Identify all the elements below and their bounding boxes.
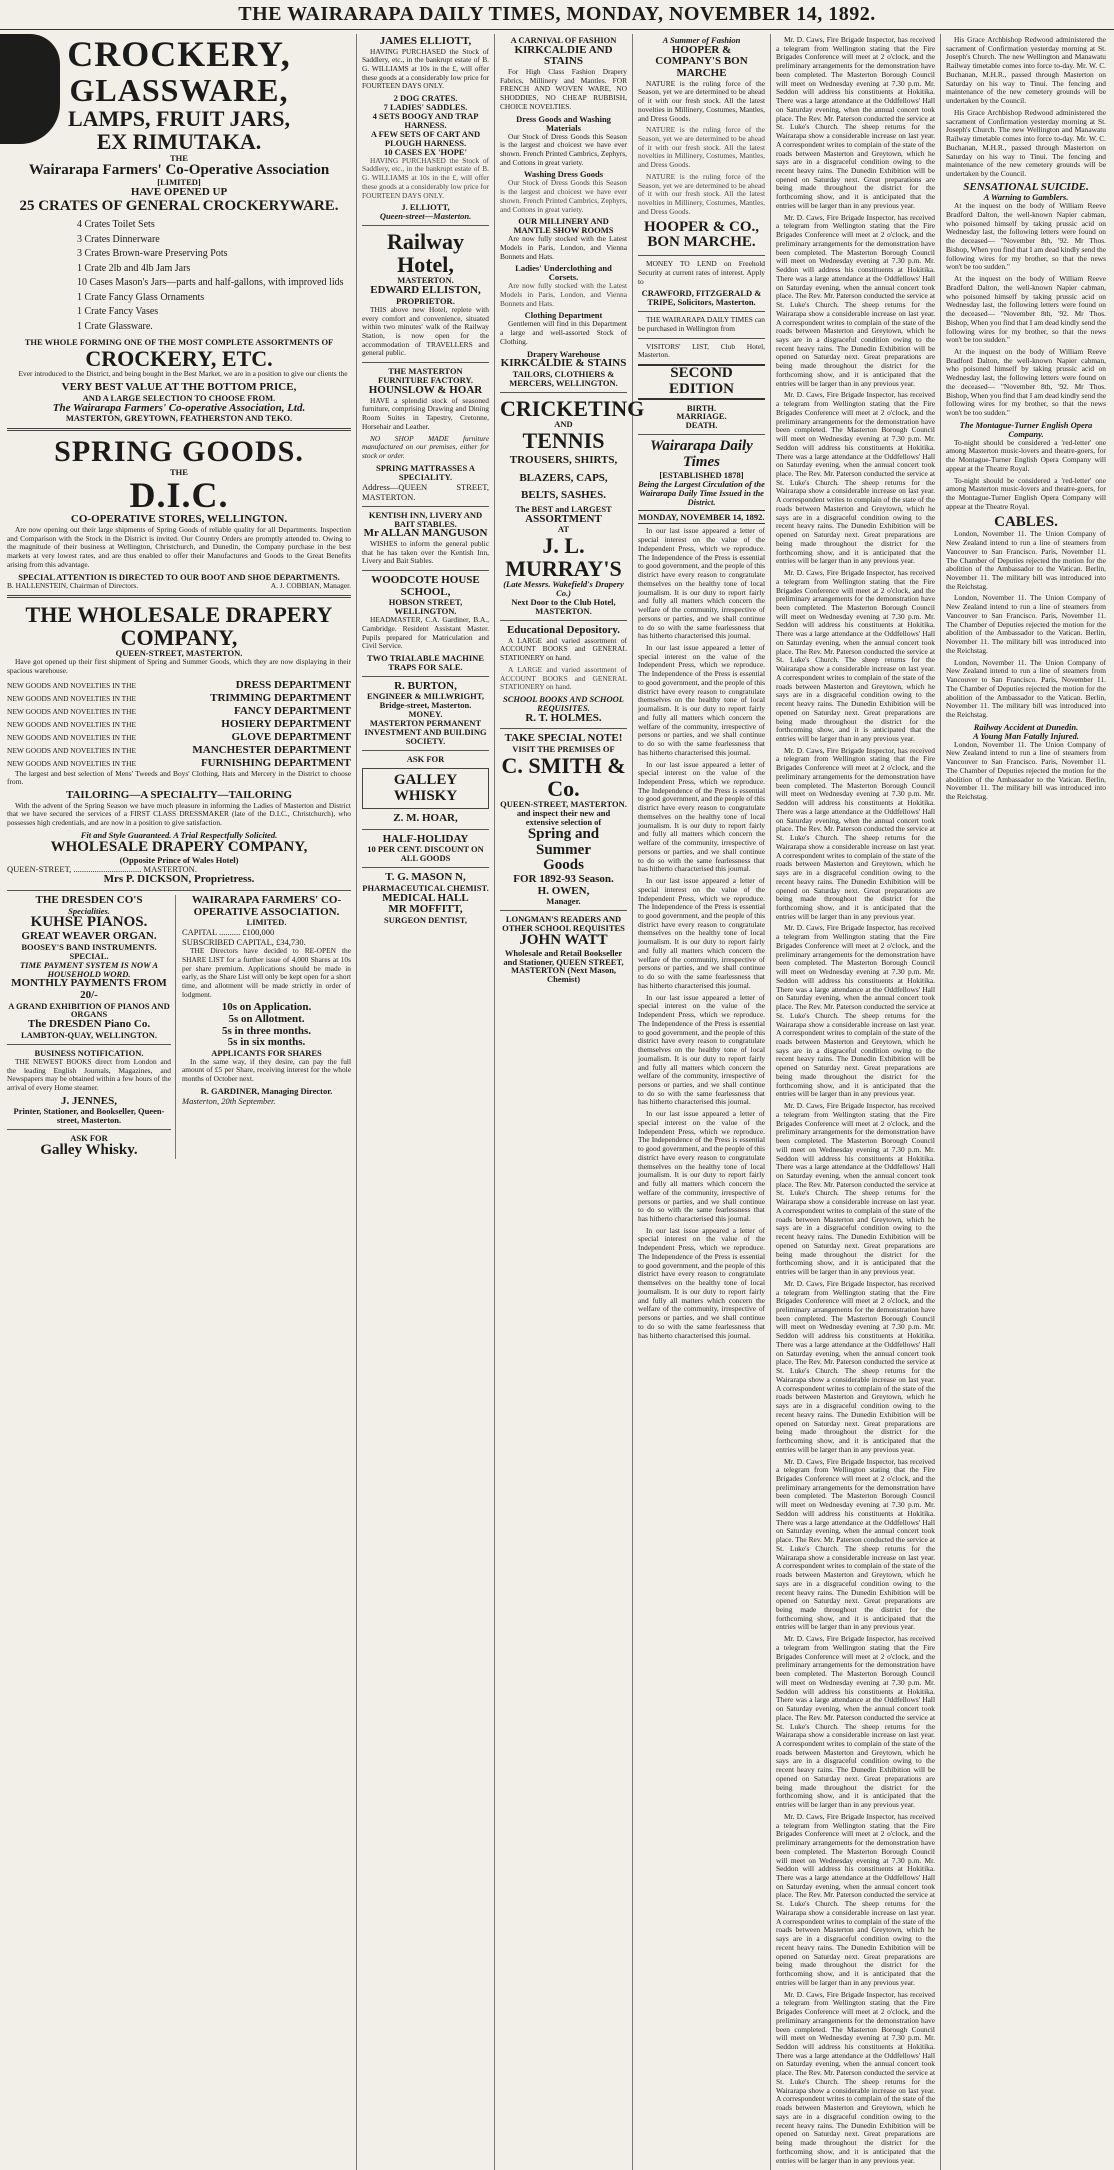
manguson-text: WISHES to inform the general public that he has taken over the Kentish Inn, Livery and Bait Stables. [362,538,489,566]
editorial-text: In our last issue appeared a letter of special interest on the value of the Independent Press, which we reproduce. The Independence of the Press is essential to good government, and the people of this district have every reason to congratulate themselves on the healthy tone of local journalism. It is our duty to report fairly and fully all matters which concern the welfare of the community, irrespective of persons or parties, and we shall continue to do so with the same fearlessness that has hitherto characterised this journal. [638,1109,765,1223]
school-books: SCHOOL BOOKS AND SCHOOL REQUISITES. [503,693,624,713]
underclothing-fill: Are now fully stocked with the Latest Models in Paris, London, and Vienna Bonnets and Hats. [500,281,627,308]
signatories [7,582,351,591]
holmes: R. T. HOLMES. [525,711,602,724]
tennis: TENNIS [522,427,605,453]
elliott-item: 2 DOG CRATES. [393,93,458,104]
wholesale-footer: WHOLESALE DRAPERY COMPANY, [50,838,308,855]
hooper-text: NATURE is the ruling force of the Season, yet we are determined to be ahead of it with our fresh stock. All the latest novelties in Millinery, Costumes, Mantles, and Dress Goods. [638,78,765,123]
news-text: Mr. D. Caws, Fire Brigade Inspector, has received a telegram from Wellington stating that the Fire Brigades Conference will meet at 2 o'clock, and the preliminary arrangements for the demonstration have been completed. The Masterton Borough Council will meet on Wednesday evening at 7.30 p.m. Mr. Seddon will address his constituents at Hokitika. There was a large attendance at the Oddfellows' Hall on Saturday evening, when the annual concert took place. The Rev. Mr. Paterson conducted the service at St. Luke's Church. The sheep returns for the Wairarapa show a considerable increase on last year. A correspondent writes to complain of the state of the roads between Masterton and Greytown, which he says are in a disgraceful condition owing to the recent heavy rains. The Dunedin Exhibition will be opened on Saturday next. Great preparations are being made throughout the district for the forthcoming show, and it is anticipated that the entries will be larger than in any previous year. [776,1278,935,1454]
divider [7,428,351,431]
ten-per: 10 PER CENT. DISCOUNT ON ALL GOODS [367,844,484,864]
warning-heading: A Warning to Gamblers. [983,192,1069,203]
crockery-heading: CROCKERY, [67,34,291,74]
divider [362,750,489,751]
proprietor: PROPRIETOR. [396,295,455,306]
money-lend: MONEY TO LEND on Freehold Security at current rates of interest. Apply to [638,259,765,286]
hotel-text: THIS above new Hotel, replete with every comfort and convenience, situated within two minutes' walk of the Railway Station, is now open for the accommodation of TRAVELLERS and general public. [362,304,489,358]
second-edition: SECOND EDITION [638,364,765,400]
dic-heading: D.I.C. [129,474,229,515]
branches: MASTERTON, GREYTOWN, FEATHERSTON AND TEKO. [65,413,293,424]
crawford: CRAWFORD, FITZGERALD & TRIPE, Solicitors, Masterton. [641,288,762,308]
galley-ask: ASK FOR [406,753,445,764]
dept-row: NEW GOODS AND NOVELTIES IN THE TRIMMING DEPARTMENT [7,691,351,704]
and: AND [554,418,573,429]
cables-heading: CABLES. [994,513,1058,530]
railway-hotel: Railway Hotel, [387,229,464,278]
john-watt: JOHN WATT [519,931,608,948]
limited-label: [LIMITED] [157,177,201,188]
half-holiday: HALF-HOLIDAY [382,832,469,845]
applicants-text: In the same way, if they desire, can pay the full amount of £5 per Share, receiving interest for the whole months of October next. [182,1056,351,1084]
millinery: OUR MILLINERY AND MANTLE SHOW ROOMS [513,216,614,236]
ask-for: ASK FOR [70,1133,108,1144]
news-text: Mr. D. Caws, Fire Brigade Inspector, has received a telegram from Wellington stating that the Fire Brigades Conference will meet at 2 o'clock, and the preliminary arrangements for the demonstration have been completed. The Masterton Borough Council will meet on Wednesday evening at 7.30 p.m. Mr. Seddon will address his constituents at Hokitika. There was a large attendance at the Oddfellows' Hall on Saturday evening, when the annual concert took place. The Rev. Mr. Paterson conducted the service at St. Luke's Church. The sheep returns for the Wairarapa show a considerable increase on last year. A correspondent writes to complain of the state of the roads between Masterton and Greytown, which he says are in a disgraceful condition owing to the recent heavy rains. The Dunedin Exhibition will be opened on Saturday next. Great preparations are being made throughout the district for the forthcoming show, and it is anticipated that the entries will be larger than in any previous year. [776,923,935,1099]
watt-sub: Wholesale and Retail Bookseller and Stationer, QUEEN STREET, MASTERTON (Next Mason, Chemist) [503,947,624,985]
furniture-factory: THE MASTERTON FURNITURE FACTORY. [378,366,473,386]
news-text: Mr. D. Caws, Fire Brigade Inspector, has received a telegram from Wellington stating that the Fire Brigades Conference will meet at 2 o'clock, and the preliminary arrangements for the demonstration have been completed. The Masterton Borough Council will meet on Wednesday evening at 7.30 p.m. Mr. Seddon will address his constituents at Hokitika. There was a large attendance at the Oddfellows' Hall on Saturday evening, when the annual concert took place. The Rev. Mr. Paterson conducted the service at St. Luke's Church. The sheep returns for the Wairarapa show a considerable increase on last year. A correspondent writes to complain of the state of the roads between Masterton and Greytown, which he says are in a disgraceful condition owing to the recent heavy rains. The Dunedin Exhibition will be opened on Saturday next. Great preparations are being made throughout the district for the forthcoming show, and it is anticipated that the entries will be larger than in any previous year. [776,1989,935,2165]
applicants: APPLICANTS FOR SHARES [211,1047,322,1058]
suicide-text: At the inquest on the body of William Reeve Bradford Dalton, the well-known Napier cabman, who poisoned himself by taking prussic acid on Wednesday last, the following letters were found on the deceased— "November 8th, '92. Mr Thos. Bishop, When you find that I am dead kindly send the following wires for my brother, so that the news won't be too sudden." [946,201,1106,272]
list-item: 1 Crate Fancy Glass Ornaments [77,291,205,303]
carnival: A CARNIVAL OF FASHION [510,35,617,45]
cables-text: London, November 11. The Union Company of New Zealand intend to run a line of steamers from Vancouver to San Francisco. Paris, November 11. The Chamber of Deputies rejected the motion for the abolition of the Ambassador to the Vatican. Berlin, November 11. The military bill was introduced into the Reichstag. [946,529,1106,591]
wairarapa-coop: WAIRARAPA FARMERS' CO-OPERATIVE ASSOCIATION. [191,893,342,918]
column-1 [2,34,357,2170]
kirkcaldie: KIRKCALDIE & STAINS [500,357,627,370]
medical-hall: MEDICAL HALL [382,891,469,904]
list-item: 1 Crate Fancy Vases [77,306,159,318]
take-notice: TAKE SPECIAL NOTE! [504,732,623,745]
very-best: VERY BEST VALUE AT THE BOTTOM PRICE, [61,381,297,394]
being-largest: Being the Largest Circulation of the Wairarapa Daily Time Issued in the District. [638,478,765,507]
dept-row: NEW GOODS AND NOVELTIES IN THE HOSIERY DEPARTMENT [7,717,351,730]
elliott-fill: HAVING PURCHASED the Stock of Saddlery, etc., in the bankrupt estate of B. G. WILLIAMS at 10s in the £, will offer these goods at a considerably low price for FOURTEEN DAYS ONLY. [362,155,489,200]
news-text: Mr. D. Caws, Fire Brigade Inspector, has received a telegram from Wellington stating that the Fire Brigades Conference will meet at 2 o'clock, and the preliminary arrangements for the demonstration have been completed. The Masterton Borough Council will meet on Wednesday evening at 7.30 p.m. Mr. Seddon will address his constituents at Hokitika. There was a large attendance at the Oddfellows' Hall on Saturday evening, when the annual concert took place. The Rev. Mr. Paterson conducted the service at St. Luke's Church. The sheep returns for the Wairarapa show a considerable increase on last year. A correspondent writes to complain of the state of the roads between Masterton and Greytown, which he says are in a disgraceful condition owing to the recent heavy rains. The Dunedin Exhibition will be opened on Saturday next. Great preparations are being made throughout the district for the forthcoming show, and it is anticipated that the entries will be larger than in any previous year. [776,1634,935,1810]
column-2 [357,34,495,2170]
kirk-sub: TAILORS, CLOTHIERS & MERCERS, WELLINGTON. [509,369,618,388]
goods: Goods [543,857,584,874]
jars-heading: LAMPS, FRUIT JARS, [67,106,291,132]
business-notification: BUSINESS NOTIFICATION. [34,1047,144,1058]
visitors: VISITORS' LIST, Club Hotel, Masterton. [638,341,765,360]
wholesale-heading: THE WHOLESALE DRAPERY COMPANY, [25,602,333,651]
dept-row: NEW GOODS AND NOVELTIES IN THE MANCHESTER DEPARTMENT [7,743,351,756]
editorial-text: In our last issue appeared a letter of special interest on the value of the Independent Press, which we reproduce. The Independence of the Press is essential to good government, and the people of this district have every reason to congratulate themselves on the healthy tone of local journalism. It is our duty to report fairly and fully all matters which concern the welfare of the community, irrespective of persons or parties, and we shall continue to do so with the same fearlessness that has hitherto characterised this journal. [638,642,765,757]
kuhse: KUHSE PIANOS. [30,914,148,931]
crockery-etc: CROCKERY, ETC. [85,346,273,372]
jennes-sub: Printer, Stationer, and Bookseller, Queen-street, Masterton. [13,1106,165,1126]
spring-mattrasses: SPRING MATTRASSES A SPECIALITY. [375,462,476,482]
divider [362,676,489,677]
divider [638,338,765,339]
cables-text: London, November 11. The Union Company of New Zealand intend to run a line of steamers from Vancouver to San Francisco. Paris, November 11. The Chamber of Deputies rejected the motion for the abolition of the Ambassador to the Vatican. Berlin, November 11. The military bill was introduced into the Reichstag. [946,657,1106,719]
divider [500,910,627,911]
list-item: 10 Cases Mason's Jars—parts and half-gallons, with improved lids [77,277,344,289]
kentish: KENTISH INN, LIVERY AND BAIT STABLES. [368,509,483,529]
elliott-item: 7 LADIES' SADDLES. [383,102,468,113]
dresden-advert [7,895,176,1159]
news-text: Mr. D. Caws, Fire Brigade Inspector, has received a telegram from Wellington stating that the Fire Brigades Conference will meet at 2 o'clock, and the preliminary arrangements for the demonstration have been completed. The Masterton Borough Council will meet on Wednesday evening at 7.30 p.m. Mr. Seddon will address his constituents at Hokitika. There was a large attendance at the Oddfellows' Hall on Saturday evening, when the annual concert took place. The Rev. Mr. Paterson conducted the service at St. Luke's Church. The sheep returns for the Wairarapa show a considerable increase on last year. A correspondent writes to complain of the state of the roads between Masterton and Greytown, which he says are in a disgraceful condition owing to the recent heavy rains. The Dunedin Exhibition will be opened on Saturday next. Great preparations are being made throughout the district for the forthcoming show, and it is anticipated that the entries will be larger than in any previous year. [776,745,935,921]
cables-text: London, November 11. The Union Company of New Zealand intend to run a line of steamers from Vancouver to San Francisco. Paris, November 11. The Chamber of Deputies rejected the motion for the abolition of the Ambassador to the Vatican. Berlin, November 11. The military bill was introduced into the Reichstag. [946,593,1106,655]
divider [362,506,489,507]
crates-list [77,218,351,334]
news-text: Mr. D. Caws, Fire Brigade Inspector, has received a telegram from Wellington stating that the Fire Brigades Conference will meet at 2 o'clock, and the preliminary arrangements for the demonstration have been completed. The Masterton Borough Council will meet on Wednesday evening at 7.30 p.m. Mr. Seddon will address his constituents at Hokitika. There was a large attendance at the Oddfellows' Hall on Saturday evening, when the annual concert took place. The Rev. Mr. Paterson conducted the service at St. Luke's Church. The sheep returns for the Wairarapa show a considerable increase on last year. A correspondent writes to complain of the state of the roads between Masterton and Greytown, which he says are in a disgraceful condition owing to the recent heavy rains. The Dunedin Exhibition will be opened on Saturday next. Great preparations are being made throughout the district for the forthcoming show, and it is anticipated that the entries will be larger than in any previous year. [776,212,935,388]
smith: C. SMITH & Co. [501,752,626,801]
list-item: 1 Crate 2lb and 4lb Jam Jars [77,262,191,274]
special-attention: SPECIAL ATTENTION IS DIRECTED TO OUR BOOT AND SHOE DEPARTMENTS. [18,571,340,582]
dresden-addr: LAMBTON-QUAY, WELLINGTON. [20,1029,158,1040]
ladies-underclothing: Ladies' Underclothing and Corsets. [515,263,612,283]
manguson: Mr ALLAN MANGUSON [363,527,488,540]
galley-box: GALLEY WHISKY [362,768,489,810]
hooper: HOOPER & COMPANY'S BON MARCHE [655,43,748,80]
divider [500,728,627,729]
young-man: A Young Man Fatally Injured. [973,730,1079,741]
dresden-co: The DRESDEN Piano Co. [27,1018,151,1031]
great-organ: GREAT WEAVER ORGAN. [21,930,157,943]
best-largest: The BEST and LARGEST [515,503,612,514]
elliott-item: A FEW SETS OF CART AND PLOUGH HARNESS. [370,128,481,148]
elliott-item: 10 CASES EX 'HOPE' [384,146,467,157]
column-6 [941,34,1111,2170]
daily-times-notice: THE WAIRARAPA DAILY TIMES can be purchased in Wellington from [638,315,765,333]
dress-text: Our Stock of Dress Goods this Season is the largest and choicest we have ever shown. French Printed Cambrics, Zephyrs, and Cottons in great variety. [500,131,627,167]
subscribed: SUBSCRIBED CAPITAL, £34,730. [182,937,306,948]
surgeon: SURGEON DENTIST, [384,914,467,925]
elliott-text: HAVING PURCHASED the Stock of Saddlery, etc., in the bankrupt estate of B. G. WILLIAMS at 10s in the £, will offer these goods at a considerably low price for FOURTEEN DAYS ONLY. [362,46,489,91]
news-text: Mr. D. Caws, Fire Brigade Inspector, has received a telegram from Wellington stating that the Fire Brigades Conference will meet at 2 o'clock, and the preliminary arrangements for the demonstration have been completed. The Masterton Borough Council will meet on Wednesday evening at 7.30 p.m. Mr. Seddon will address his constituents at Hokitika. There was a large attendance at the Oddfellows' Hall on Saturday evening, when the annual concert took place. The Rev. Mr. Paterson conducted the service at St. Luke's Church. The sheep returns for the Wairarapa show a considerable increase on last year. A correspondent writes to complain of the state of the roads between Masterton and Greytown, which he says are in a disgraceful condition owing to the recent heavy rains. The Dunedin Exhibition will be opened on Saturday next. Great preparations are being made throughout the district for the forthcoming show, and it is anticipated that the entries will be larger than in any previous year. [776,390,935,566]
clothing-text: Gentlemen will find in this Department a large and well-assorted Stock of Clothing. [500,319,627,346]
marriage: MARRIAGE. [676,411,727,422]
suicide-text: At the inquest on the body of William Reeve Bradford Dalton, the well-known Napier cabman, who poisoned himself by taking prussic acid on Wednesday last, the following letters were found on the deceased— "November 8th, '92. Mr Thos. Bishop, When you find that I am dead kindly send the following wires for my brother, so that the news won't be too sudden." [946,346,1106,418]
railway-accident: Railway Accident at Dunedin. [973,721,1079,732]
carnival-sub: KIRKCALDIE AND STAINS [514,43,613,68]
gardiner: R. GARDINER, Managing Director. [200,1085,333,1096]
ten-on-app: 10s on Application. [221,1001,312,1014]
elliott-sign: J. ELLIOTT, [401,202,450,213]
column-4 [633,34,771,2170]
tennis-list: TROUSERS, SHIRTS, BLAZERS, CAPS, BELTS, SASHES. [509,453,618,502]
railway-town: MASTERTON. [397,275,454,286]
manager: Manager. [546,896,581,907]
dickson: Mrs P. DICKSON, Proprietress. [103,873,255,886]
divider [500,392,627,393]
opposite: (Opposite Prince of Wales Hotel) [119,854,239,865]
educational: Educational Depository. [506,624,621,637]
dresden-spec: Specialities. [68,905,110,916]
mason: T. G. MASON N, [385,871,466,884]
signatory-right: A. J. COBBIAN, Manager. [270,580,351,590]
woodcote-sub: HOBSON STREET, WELLINGTON. [388,597,463,617]
opera-text: To-night should be considered a 'red-letter' one among Masterton music-lovers and theatre-goers, for the Montague-Turner English Opera Company will appear at the Theatre Royal. [946,475,1106,511]
opera-text: To-night should be considered a 'red-letter' one among Masterton music-lovers and theatre-goers, for the Montague-Turner English Opera Company will appear at the Theatre Royal. [946,437,1106,473]
column-5 [771,34,941,2170]
lower-split [7,895,351,1159]
news-text: Mr. D. Caws, Fire Brigade Inspector, has received a telegram from Wellington stating that the Fire Brigades Conference will meet at 2 o'clock, and the preliminary arrangements for the demonstration have been completed. The Masterton Borough Council will meet on Wednesday evening at 7.30 p.m. Mr. Seddon will address his constituents at Hokitika. There was a large attendance at the Oddfellows' Hall on Saturday evening, when the annual concert took place. The Rev. Mr. Paterson conducted the service at St. Luke's Church. The sheep returns for the Wairarapa show a considerable increase on last year. A correspondent writes to complain of the state of the roads between Masterton and Greytown, which he says are in a disgraceful condition owing to the recent heavy rains. The Dunedin Exhibition will be opened on Saturday next. Great preparations are being made throughout the district for the forthcoming show, and it is anticipated that the entries will be larger than in any previous year. [776,35,935,210]
clothing-dept: Clothing Department [524,310,603,321]
elliott-addr: Queen-street—Masterton. [379,211,472,222]
dept-row: NEW GOODS AND NOVELTIES IN THE FANCY DEPARTMENT [7,704,351,717]
dept-row: NEW GOODS AND NOVELTIES IN THE GLOVE DEPARTMENT [7,730,351,743]
dept-list [7,679,351,770]
whole-forming: THE WHOLE FORMING ONE OF THE MOST COMPLETE ASSORTMENTS OF [24,337,334,348]
murray-sub: (Late Messrs. Wakefield's Drapery Co.) [503,579,624,599]
dress-fill: Our Stock of Dress Goods this Season is the largest and choicest we have ever shown. French Printed Cambrics, Zephyrs, and Cottons in great variety. [500,178,627,214]
death: DEATH. [685,420,718,431]
monthly: MONTHLY PAYMENTS FROM 20/- [11,977,167,1001]
burton-sub: ENGINEER & MILLWRIGHT, Bridge-street, Masterton. [367,691,484,711]
divider [7,1044,171,1045]
editorial-text: In our last issue appeared a letter of special interest on the value of the Independent Press, which we reproduce. The Independence of the Press is essential to good government, and the people of this district have every reason to congratulate themselves on the healthy tone of local journalism. It is our duty to report fairly and fully all matters which concern the welfare of the community, irrespective of persons or parties, and we shall continue to do so with the same fearlessness that has hitherto characterised this journal. [638,992,765,1107]
news-text: Mr. D. Caws, Fire Brigade Inspector, has received a telegram from Wellington stating that the Fire Brigades Conference will meet at 2 o'clock, and the preliminary arrangements for the demonstration have been completed. The Masterton Borough Council will meet on Wednesday evening at 7.30 p.m. Mr. Seddon will address his constituents at Hokitika. There was a large attendance at the Oddfellows' Hall on Saturday evening, when the annual concert took place. The Rev. Mr. Paterson conducted the service at St. Luke's Church. The sheep returns for the Wairarapa show a considerable increase on last year. A correspondent writes to complain of the state of the roads between Masterton and Greytown, which he says are in a disgraceful condition owing to the recent heavy rains. The Dunedin Exhibition will be opened on Saturday next. Great preparations are being made throughout the district for the forthcoming show, and it is anticipated that the entries will be larger than in any previous year. [776,568,935,744]
five-allot: 5s on Allotment. [228,1012,305,1025]
special: SPECIAL. [69,950,109,961]
queen-street: QUEEN-STREET, ................................ MASTERTON. [7,864,197,875]
divider [7,890,351,891]
drapery-warehouse: Drapery Warehouse [526,348,601,359]
news-text: His Grace Archbishop Redwood administered the sacrament of Confirmation yesterday morning at St. Joseph's Church. The new Wellington and Manawatu Railway timetable comes into force to-day. Mr. W. C. Buchanan, M.H.R., passed through Masterton on Saturday on his way to Tinui. The fencing and maintenance of the new cemetery grounds will be undertaken by the Council. [946,107,1106,179]
dic-sub: CO-OPERATIVE STORES, WELLINGTON. [70,513,288,526]
investment: MASTERTON PERMANENT INVESTMENT AND BUILDING SOCIETY. [364,718,487,747]
editorial-text: In our last issue appeared a letter of special interest on the value of the Independent Press, which we reproduce. The Independence of the Press is essential to good government, and the people of this district have every reason to congratulate themselves on the healthy tone of local journalism. It is our duty to report fairly and fully all matters which concern the welfare of the community, irrespective of persons or parties, and we shall continue to do so with the same fearlessness that has hitherto characterised this journal. [638,876,765,990]
pharm: PHARMACEUTICAL CHEMIST. [362,882,489,893]
burton: R. BURTON, [394,679,457,692]
news-text: Mr. D. Caws, Fire Brigade Inspector, has received a telegram from Wellington stating that the Fire Brigades Conference will meet at 2 o'clock, and the preliminary arrangements for the demonstration have been completed. The Masterton Borough Council will meet on Wednesday evening at 7.30 p.m. Mr. Seddon will address his constituents at Hokitika. There was a large attendance at the Oddfellows' Hall on Saturday evening, when the annual concert took place. The Rev. Mr. Paterson conducted the service at St. Luke's Church. The sheep returns for the Wairarapa show a considerable increase on last year. A correspondent writes to complain of the state of the roads between Masterton and Greytown, which he says are in a disgraceful condition owing to the recent heavy rains. The Dunedin Exhibition will be opened on Saturday next. Great preparations are being made throughout the district for the forthcoming show, and it is anticipated that the entries will be larger than in any previous year. [776,1101,935,1277]
glassware-heading: GLASSWARE, [69,71,289,108]
divider [7,595,351,598]
hooper-fill: NATURE is the ruling force of the Season, yet we are determined to be ahead of it with our fresh stock. All the latest novelties in Millinery, Costumes, Mantles, and Dress Goods. [638,125,765,170]
next-door: Next Door to the Club Hotel, MASTERTON. [511,597,616,617]
moffitt: MR MOFFITT, [388,903,463,916]
visit: VISIT THE PREMISES OF [512,743,615,754]
dresden-title: THE DRESDEN CO'S [35,893,143,906]
season: FOR 1892-93 Season. [513,873,614,886]
masthead [0,0,1114,30]
dept-row: NEW GOODS AND NOVELTIES IN THE FURNISHING DEPARTMENT [7,756,351,769]
money: MONEY. [408,709,443,720]
newspaper-page [2,34,1112,2165]
no-shop: NO SHOP MADE furniture manufactured on our premises, either for stock or order. [362,433,489,460]
hooper-fill: NATURE is the ruling force of the Season, yet we are determined to be ahead of it with our fresh stock. All the latest novelties in Millinery, Costumes, Mantles, and Dress Goods. [638,171,765,216]
crates-heading: 25 CRATES OF GENERAL CROCKERYWARE. [19,197,339,214]
divider [362,829,489,830]
owen: H. OWEN, [537,884,590,897]
divider [362,867,489,868]
divider [638,434,765,435]
spring-goods-heading: SPRING GOODS. [54,435,304,469]
sensational-heading: SENSATIONAL SUICIDE. [963,180,1089,193]
grand-exhibition: A GRAND EXHIBITION OF PIANOS AND ORGANS [8,1000,170,1020]
paper-name: Wairarapa Daily Times [650,438,753,471]
divider [638,311,765,312]
list-item: 3 Crates Dinnerware [77,233,160,245]
editorial-text: In our last issue appeared a letter of special interest on the value of the Independent Press, which we reproduce. The Independence of the Press is essential to good government, and the people of this district have every reason to congratulate themselves on the healthy tone of local journalism. It is our duty to report fairly and fully all matters which concern the welfare of the community, irrespective of persons or parties, and we shall continue to do so with the same fearlessness that has hitherto characterised this journal. [638,1225,765,1340]
smith-addr: QUEEN-STREET, MASTERTON. [500,799,627,810]
dress-goods: Dress Goods and Washing Materials [516,113,611,133]
limited2: LIMITED. [246,917,287,928]
inspect: and inspect their new and extensive selection of [516,807,611,827]
elliott-item: 4 SETS BOOGY AND TRAP HARNESS. [372,111,479,130]
coop-heading: Wairarapa Farmers' Co-Operative Association [28,161,330,178]
ex-heading: EX RIMUTAKA. [96,129,262,155]
hoar: Z. M. HOAR, [393,812,458,825]
divider [362,362,489,363]
summer-fashion: A Summer of Fashion [662,35,741,45]
signatory-left: B. HALLENSTEIN, Chairman of Directors. [7,580,139,590]
murray: J. L. MURRAY'S [505,533,622,582]
address-elliott: Address—QUEEN STREET, MASTERTON. [362,481,489,502]
divider [362,225,489,226]
bn-text: THE NEWEST BOOKS direct from London and the leading English Journals, Magazines, and Newspapers may be obtained within a few hours of the arrival of every Home steamer. [7,1056,171,1092]
column-3 [495,34,645,2170]
at: AT [557,524,570,535]
editorial-text: In our last issue appeared a letter of special interest on the value of the Independent Press, which we reproduce. The Independence of the Press is essential to good government, and the people of this district have every reason to congratulate themselves on the healthy tone of local journalism. It is our duty to report fairly and fully all matters which concern the welfare of the community, irrespective of persons or parties, and we shall continue to do so with the same fearlessness that has hitherto characterised this journal. [638,759,765,874]
the2: THE [170,466,188,477]
directors-text: THE Directors have decided to RE-OPEN the SHARE LIST for a further issue of 4,000 Shares at 10s per share premium. Applications should be made in early, as the Share List will only be kept open for a short time, and allotment will be made strictly in order of lodgment. [182,946,351,999]
boosey: BOOSEY'S BAND INSTRUMENTS. [21,941,157,952]
suicide-text: At the inquest on the body of William Reeve Bradford Dalton, the well-known Napier cabman, who poisoned himself by taking prussic acid on Wednesday last, the following letters were found on the deceased— "November 8th, '92. Mr Thos. Bishop, When you find that I am dead kindly send the following wires for my brother, so that the news won't be too sudden." [946,274,1106,345]
list-item: 1 Crate Glassware. [77,320,153,332]
divider [362,570,489,571]
bon-marche: BON MARCHE. [647,234,756,251]
assoc-ltd: The Wairarapa Farmers' Co-operative Association, Ltd. [52,401,306,414]
news-text: Mr. D. Caws, Fire Brigade Inspector, has received a telegram from Wellington stating that the Fire Brigades Conference will meet at 2 o'clock, and the preliminary arrangements for the demonstration have been completed. The Masterton Borough Council will meet on Wednesday evening at 7.30 p.m. Mr. Seddon will address his constituents at Hokitika. There was a large attendance at the Oddfellows' Hall on Saturday evening, when the annual concert took place. The Rev. Mr. Paterson conducted the service at St. Luke's Church. The sheep returns for the Wairarapa show a considerable increase on last year. A correspondent writes to complain of the state of the roads between Masterton and Greytown, which he says are in a disgraceful condition owing to the recent heavy rains. The Dunedin Exhibition will be opened on Saturday next. Great preparations are being made throughout the district for the forthcoming show, and it is anticipated that the entries will be larger than in any previous year. [776,1456,935,1632]
galley-whisky: Galley Whisky. [40,1142,138,1159]
wholesale-street: QUEEN-STREET, MASTERTON. [115,648,243,659]
ever-introduced: Ever introduced to the District, and being bought in the Best Market, we are in a position to give our clients the [18,369,348,379]
masterton-date: Masterton, 20th September. [182,1095,276,1106]
list-item: 4 Crates Toilet Sets [77,219,155,231]
editorial-text: In our last issue appeared a letter of special interest on the value of the Independent Press, which we reproduce. The Independence of the Press is essential to good government, and the people of this district have every reason to congratulate themselves on the healthy tone of local journalism. It is our duty to report fairly and fully all matters which concern the welfare of the community, irrespective of persons or parties, and we shall continue to do so with the same fearlessness that has hitherto characterised this journal. [638,526,765,641]
longmans: LONGMAN'S READERS AND OTHER SCHOOL REQUISITES [502,914,625,933]
date-line: MONDAY, NOVEMBER 14, 1892. [638,510,765,525]
largest-stock: The largest and best selection of Mens' Tweeds and Boys' Clothing, Hats and Mercery in the District to choose from. [7,768,351,787]
woodcote-text: HEADMASTER, C.A. Gardiner, B.A., Cambridge. Resident Assistant Master. Pupils prepared for Matriculation and Civil Service. [362,615,489,651]
elliston: EDWARD ELLISTON, [370,284,481,297]
five-three: 5s in three months. [221,1024,312,1037]
hounslow-text: HAVE a splendid stock of seasoned furniture, comprising Drawing and Dining Room Suites in Tapestry, Cretonne, Horsehair and Leather. [362,395,489,431]
established: [ESTABLISHED 1878] [659,469,744,480]
cricketing: CRICKETING [500,395,645,421]
washing: Washing Dress Goods [523,169,604,180]
birth: BIRTH. [686,402,717,413]
dic-text: Are now opening out their large shipments of Spring Goods of reliable quality for all Departments. Inspection and Comparison with the Stock in the District is invited. Our Country Orders are promptly attended to. Owing to the magnitude of their business at Wellington, Christchurch, and Dunedin, the Company purchase in the best markets at very lowest rates, and are thus enabled to offer their Manufactures and Goods to the Great Benefits arising from this advantage. [7,524,351,569]
wholesale-intro: Have got opened up their first shipment of Spring and Summer Goods, which they are now displaying in their spacious warehouse. [7,657,351,676]
divider [500,620,627,621]
carnival-text: For High Class Fashion Drapery Fabrics, Millinery and Mantles. FOR FRENCH AND WOVEN WARE, NO SHODDIES, NO CHEAP RUBBISH, CHOICE NOVELTIES. [500,67,627,111]
spring-summer: Spring and Summer [527,825,600,858]
list-item: 3 Crates Brown-ware Preserving Pots [77,248,228,260]
coop-shares-advert [182,895,351,1159]
edu-fill: A LARGE and varied assortment of ACCOUNT BOOKS and GENERAL STATIONERY on hand. [500,664,627,692]
opera-heading: The Montague-Turner English Opera Company. [959,419,1093,439]
tailoring-text: With the advent of the Spring Season we have much pleasure in informing the Ladies of Masterton and District that we have secured the services of a FIRST CLASS DRESSMAKER (late of the D.I.C., Christchurch), who possesses high credentials, and are now in a position to give satisfaction. [7,800,351,828]
millinery-text: Are now fully stocked with the Latest Models in Paris, London, and Vienna Bonnets and Hats. [500,234,627,261]
jennes: J. JENNES, [61,1094,117,1107]
news-text: His Grace Archbishop Redwood administered the sacrament of Confirmation yesterday morning at St. Joseph's Church. The new Wellington and Manawatu Railway timetable comes into force to-day. Mr. W. C. Buchanan, M.H.R., passed through Masterton on Saturday on his way to Tinui. The fencing and maintenance of the new cemetery grounds will be undertaken by the Council. [946,35,1106,106]
large-selection: AND A LARGE SELECTION TO CHOOSE FROM. [82,392,276,403]
news-text: Mr. D. Caws, Fire Brigade Inspector, has received a telegram from Wellington stating that the Fire Brigades Conference will meet at 2 o'clock, and the preliminary arrangements for the demonstration have been completed. The Masterton Borough Council will meet on Wednesday evening at 7.30 p.m. Mr. Seddon will address his constituents at Hokitika. There was a large attendance at the Oddfellows' Hall on Saturday evening, when the annual concert took place. The Rev. Mr. Paterson conducted the service at St. Luke's Church. The sheep returns for the Wairarapa show a considerable increase on last year. A correspondent writes to complain of the state of the roads between Masterton and Greytown, which he says are in a disgraceful condition owing to the recent heavy rains. The Dunedin Exhibition will be opened on Saturday next. Great preparations are being made throughout the district for the forthcoming show, and it is anticipated that the entries will be larger than in any previous year. [776,1811,935,1987]
woodcote: WOODCOTE HOUSE SCHOOL, [371,574,480,598]
two-trials: TWO TRIALABLE MACHINE TRAPS FOR SALE. [367,653,484,672]
divider [638,255,765,256]
have-opened: HAVE OPENED UP [130,186,228,199]
elliott-heading: JAMES ELLIOTT, [379,35,472,47]
edu-text: A LARGE and varied assortment of ACCOUNT BOOKS and GENERAL STATIONERY on hand. [500,635,627,663]
hounslow: HOUNSLOW & HOAR [368,384,483,397]
time-payment: TIME PAYMENT SYSTEM IS NOW A HOUSEHOLD WORD. [19,959,158,979]
hooper2: HOOPER & CO., [644,218,759,235]
five-six: 5s in six months. [227,1036,306,1049]
fit-style: Fit and Style Guaranteed. A Trial Respectfully Solicited. [80,829,278,840]
dept-row: NEW GOODS AND NOVELTIES IN THE DRESS DEPARTMENT [7,678,351,691]
cables-text: London, November 11. The Union Company of New Zealand intend to run a line of steamers from Vancouver to San Francisco. Paris, November 11. The Chamber of Deputies rejected the motion for the abolition of the Ambassador to the Vatican. Berlin, November 11. The military bill was introduced into the Reichstag. [946,739,1106,801]
divider [7,1129,171,1130]
tailoring-heading: TAILORING—A SPECIALITY—TAILORING [65,789,293,802]
assortment: ASSORTMENT [525,512,602,525]
the-label: THE [170,152,188,163]
masthead-title: THE WAIRARAPA DAILY TIMES, MONDAY, NOVEMBER 14, 1892. [238,3,876,25]
capital: CAPITAL .......... £100,000 [182,927,275,937]
